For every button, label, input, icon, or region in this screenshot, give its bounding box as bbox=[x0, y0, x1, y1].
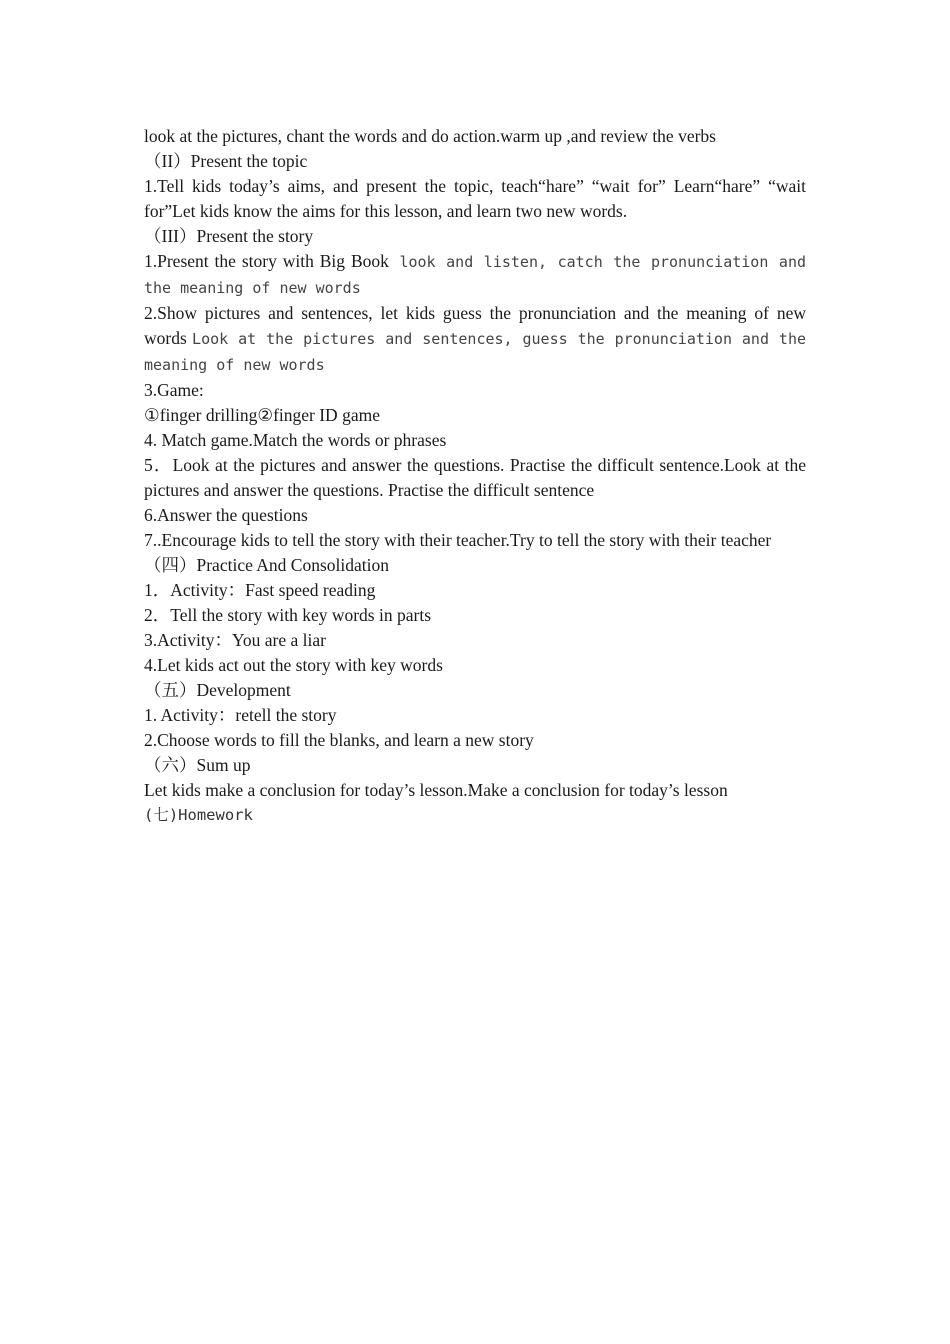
step-text: 1.Present the story with Big Book bbox=[144, 251, 389, 271]
section-heading-present-topic: （II）Present the topic bbox=[144, 151, 308, 171]
present-topic-step-1: 1.Tell kids today’s aims, and present the topic, teach“hare” “wait for” Learn“hare” “wait for”Let kids know the aims for this lesson, and learn two new words. bbox=[144, 176, 806, 221]
warmup-line: look at the pictures, chant the words and do action.warm up ,and review the verbs bbox=[144, 126, 716, 146]
present-story-step-1 bbox=[144, 249, 806, 301]
present-story-step-5: 5．Look at the pictures and answer the questions. Practise the difficult sentence.Look at the pictures and answer the questions. Practise the difficult sentence bbox=[144, 455, 806, 500]
practice-step-4: 4.Let kids act out the story with key words bbox=[144, 655, 443, 675]
present-story-games: ①finger drilling②finger ID game bbox=[144, 405, 380, 425]
section-heading-practice: （四）Practice And Consolidation bbox=[144, 555, 389, 575]
document-body bbox=[144, 124, 806, 828]
practice-step-2: 2．Tell the story with key words in parts bbox=[144, 605, 431, 625]
section-heading-development: （五）Development bbox=[144, 680, 291, 700]
present-story-step-4: 4. Match game.Match the words or phrases bbox=[144, 430, 447, 450]
present-story-step-7: 7..Encourage kids to tell the story with their teacher.Try to tell the story with their teacher bbox=[144, 530, 772, 550]
practice-step-1: 1．Activity：Fast speed reading bbox=[144, 580, 376, 600]
practice-step-3: 3.Activity：You are a liar bbox=[144, 630, 326, 650]
present-story-step-2 bbox=[144, 301, 806, 378]
present-story-step-3: 3.Game: bbox=[144, 380, 204, 400]
section-heading-present-story: （III）Present the story bbox=[144, 226, 314, 246]
section-heading-sum-up: （六）Sum up bbox=[144, 755, 251, 775]
sum-up-text: Let kids make a conclusion for today’s lesson.Make a conclusion for today’s lesson bbox=[144, 780, 728, 800]
step-note: look and listen, catch the pronunciation and the meaning of new words bbox=[144, 253, 807, 297]
development-step-1: 1. Activity：retell the story bbox=[144, 705, 337, 725]
step-text: 2.Show pictures and sentences, let kids guess the pronunciation and the meaning of new words bbox=[144, 303, 806, 348]
development-step-2: 2.Choose words to fill the blanks, and learn a new story bbox=[144, 730, 534, 750]
section-heading-homework: (七)Homework bbox=[144, 806, 253, 824]
step-note: Look at the pictures and sentences, guess the pronunciation and the meaning of new words bbox=[144, 330, 806, 374]
present-story-step-6: 6.Answer the questions bbox=[144, 505, 308, 525]
